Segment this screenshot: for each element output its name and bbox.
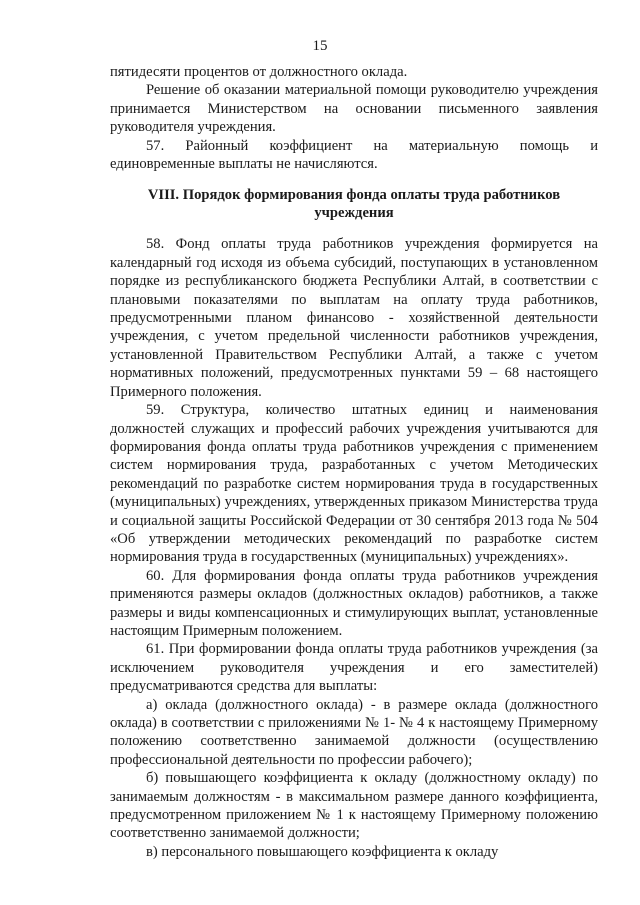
page-number: 15 <box>312 38 328 54</box>
paragraph-57: 57. Районный коэффициент на материальную помощь и единовременные выплаты не начисляются. <box>110 137 598 173</box>
paragraph-continuation: пятидесяти процентов от должностного оклада. <box>110 64 408 80</box>
paragraph-58: 58. Фонд оплаты труда работников учреждения формируется на календарный год исходя из объема субсидий, поступающих в установленном порядке из республиканского бюджета Республики Алтай, в соответствии с плановыми показателями по выплатам на оплату труда работников, предусмотренными планом финансово - хозяйственной деятельности учреждения, с учетом предельной численности работников учреждения, установленной Правительством Республики Алтай, а также с учетом нормативных положений, предусмотренных пунктами 59 – 68 настоящего Примерного положения. <box>110 236 598 400</box>
paragraph-financial-aid-decision: Решение об оказании материальной помощи руководителю учреждения принимается Министерством на основании письменного заявления руководителя учреждения. <box>110 82 598 136</box>
section-heading: VIII. Порядок формирования фонда оплаты труда работников учреждения <box>147 187 561 222</box>
paragraph-61: 61. При формировании фонда оплаты труда работников учреждения (за исключением руководителя учреждения и его заместителей) предусматриваются средства для выплаты: <box>110 641 598 695</box>
document-body <box>110 63 598 861</box>
paragraph-59: 59. Структура, количество штатных единиц и наименования должностей служащих и профессий рабочих учреждения учитываются для формирования фонда оплаты труда работников учреждения с применением систем нормирования труда, разработанных с учетом Методических рекомендаций по разработке систем нормирования труда в государственных (муниципальных) учреждениях, утвержденных приказом Министерства труда и социальной защиты Российской Федерации от 30 сентября 2013 года № 504 «Об утверждении методических рекомендаций по разработке систем нормирования труда в государственных (муниципальных) учреждениях». <box>110 402 598 566</box>
paragraph-60: 60. Для формирования фонда оплаты труда работников учреждения применяются размеры окладов (должностных окладов) работников, а также размеры и виды компенсационных и стимулирующих выплат, установленные настоящим Примерным положением. <box>110 567 598 639</box>
paragraph-61-item-b: б) повышающего коэффициента к окладу (должностному окладу) по занимаемым должностям - в максимальном размере данного коэффициента, предусмотренном приложением № 1 к настоящему Примерному положению соответственно занимаемой должности; <box>110 770 598 842</box>
paragraph-61-item-c: в) персонального повышающего коэффициента к окладу <box>146 843 499 860</box>
paragraph-61-item-a: а) оклада (должностного оклада) - в размере оклада (должностного оклада) в соответствии с приложениями № 1- № 4 к настоящему Примерному положению соответственно занимаемой должности (осуществлению профессиональной деятельности по профессии рабочего); <box>110 696 598 768</box>
